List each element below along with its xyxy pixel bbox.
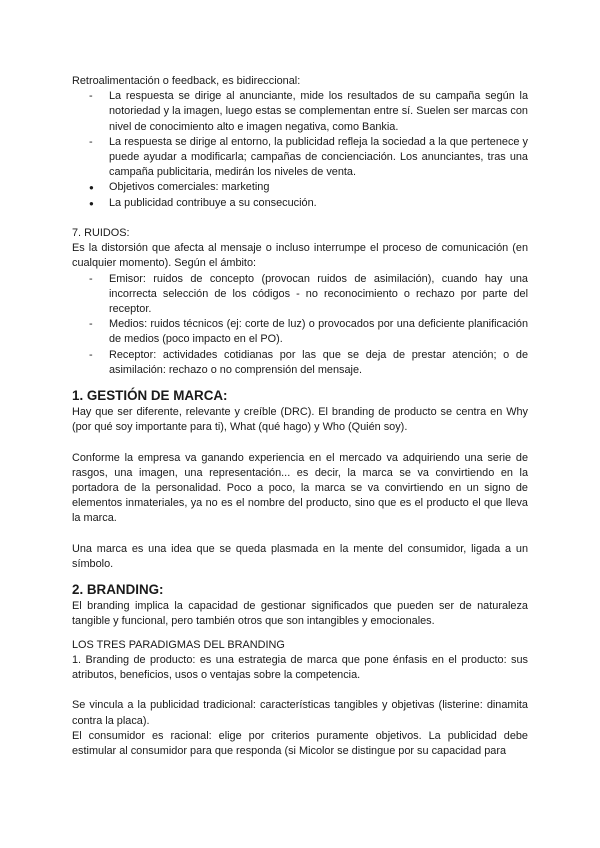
bullet-icon: ● xyxy=(89,183,94,193)
feedback-intro: Retroalimentación o feedback, es bidireccional: xyxy=(72,75,301,87)
list-item-text: Emisor: ruidos de concepto (provocan ruidos de asimilación), cuando hay una incorrecta selección de los códigos - no reconocimiento o rechazo por parte del receptor. xyxy=(109,272,528,316)
list-item xyxy=(72,180,528,195)
list-item xyxy=(72,89,528,135)
gestion-paragraph-2: Conforme la empresa va ganando experiencia en el mercado va adquiriendo una serie de rasgos, una imagen, una representación... es decir, la marca se va convirtiendo en la portadora de la personalidad. Poco a poco, la marca se va convirtiendo en un signo de elementos inmateriales, ya no es el nombre del producto, sino que es el producto el que lleva la marca. xyxy=(72,451,528,525)
list-item-text: Medios: ruidos técnicos (ej: corte de luz) o provocados por una deficiente planificación de medios (poco impacto en el PO). xyxy=(109,318,528,346)
dash-marker: - xyxy=(89,90,93,103)
list-item-text: La respuesta se dirige al anunciante, mide los resultados de su campaña según la notoriedad y la imagen, luego estas se complementan entre sí. Suelen ser marcas con nivel de conocimiento alto e imagen negativa, como Bankia. xyxy=(109,90,528,133)
spacer xyxy=(72,527,528,542)
page-content xyxy=(72,74,528,759)
spacer xyxy=(72,211,528,226)
paradigmas-heading: LOS TRES PARADIGMAS DEL BRANDING xyxy=(72,638,285,651)
branding-paragraph-4: El consumidor es racional: elige por criterios puramente objetivos. La publicidad debe estimular al consumidor para que responda (si Micolor se distingue por su capacidad para xyxy=(72,729,528,758)
list-item xyxy=(72,317,528,347)
bullet-icon: ● xyxy=(89,198,94,208)
ruidos-list xyxy=(72,272,528,378)
list-item xyxy=(72,348,528,378)
branding-paragraph-2: 1. Branding de producto: es una estrategia de marca que pone énfasis en el producto: sus atributos, beneficios, usos o ventajas sobre la competencia. xyxy=(72,653,528,682)
dash-marker: - xyxy=(89,135,93,148)
ruidos-heading: 7. RUIDOS: xyxy=(72,227,130,240)
dash-marker: - xyxy=(89,348,93,361)
gestion-paragraph-1: Hay que ser diferente, relevante y creíble (DRC). El branding de producto se centra en Why (por qué soy importante para ti), What (qué hago) y Who (Quién soy). xyxy=(72,406,528,434)
dash-marker: - xyxy=(89,272,93,285)
branding-heading: 2. BRANDING: xyxy=(72,582,164,598)
dash-marker: - xyxy=(89,318,93,331)
gestion-paragraph-3: Una marca es una idea que se queda plasmada en la mente del consumidor, ligada a un símbolo. xyxy=(72,542,528,571)
list-item-text: La publicidad contribuye a su consecución. xyxy=(109,196,317,209)
list-item xyxy=(72,196,528,211)
branding-paragraph-1: El branding implica la capacidad de gestionar significados que pueden ser de naturaleza tangible y funcional, pero también otros que son intangibles y emocionales. xyxy=(72,600,528,628)
list-item-text: Receptor: actividades cotidianas por las que se deja de prestar atención; o de asimilación: rechazo o no comprensión del mensaje. xyxy=(109,348,528,376)
spacer xyxy=(72,435,528,450)
ruidos-intro: Es la distorsión que afecta al mensaje o incluso interrumpe el proceso de comunicación (en cualquier momento). Según el ámbito: xyxy=(72,242,528,270)
list-item-text: La respuesta se dirige al entorno, la publicidad refleja la sociedad a la que pertenece y puede ayudar a modificarla; campañas de concienciación. Los anunciantes, tras una campaña publicitaria, medirán los niveles de venta. xyxy=(109,135,528,179)
list-item xyxy=(72,135,528,181)
list-item xyxy=(72,272,528,318)
list-item-text: Objetivos comerciales: marketing xyxy=(109,181,270,194)
spacer xyxy=(72,683,528,698)
branding-paragraph-3: Se vincula a la publicidad tradicional: características tangibles y objetivas (listerine: dinamita contra la placa). xyxy=(72,699,528,727)
gestion-heading: 1. GESTIÓN DE MARCA: xyxy=(72,388,228,404)
feedback-list xyxy=(72,89,528,211)
